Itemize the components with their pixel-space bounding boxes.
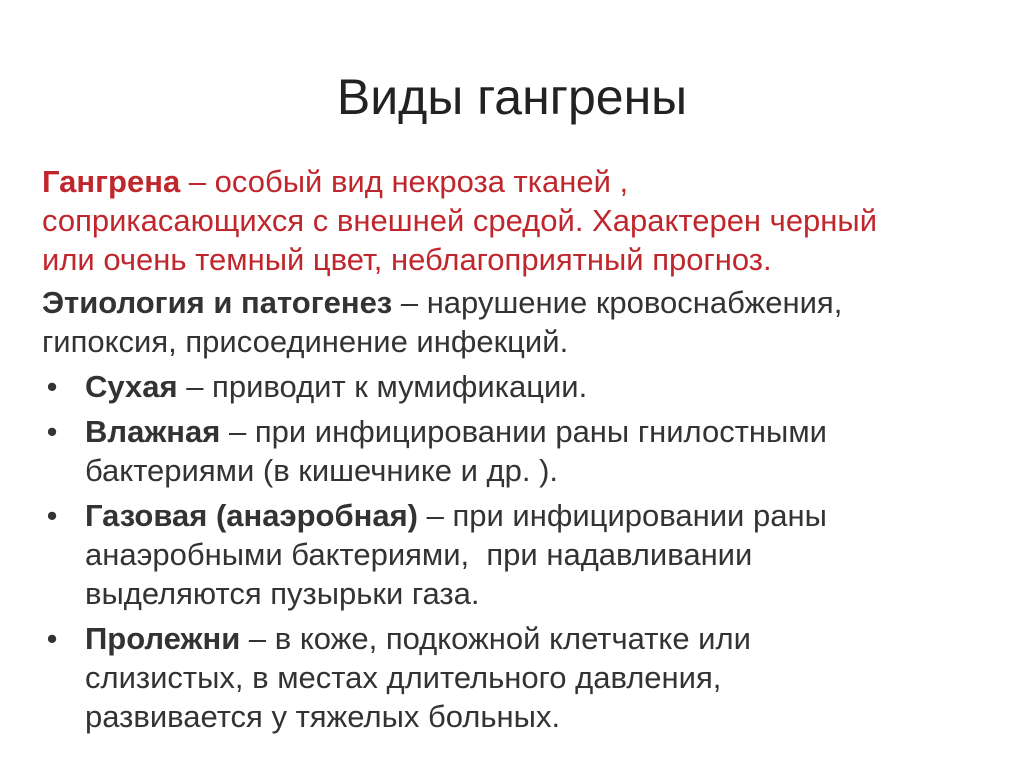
bullet-dash: – bbox=[220, 414, 255, 449]
slide-title: Виды гангрены bbox=[336, 69, 688, 125]
bullet-line: бактериями (в кишечнике и др. ). bbox=[85, 453, 559, 488]
bullet-term: Сухая bbox=[85, 369, 178, 404]
bullet-line: выделяются пузырьки газа. bbox=[85, 576, 480, 611]
bullet-icon: • bbox=[46, 621, 58, 656]
bullet-icon: • bbox=[46, 498, 58, 533]
definition-line-2: соприкасающихся с внешней средой. Характерен черный bbox=[42, 203, 878, 238]
bullet-icon: • bbox=[46, 414, 58, 449]
bullet-line: анаэробными бактериями, при надавливании bbox=[85, 537, 753, 572]
bullet-line: приводит к мумификации. bbox=[212, 369, 588, 404]
etiology-term: Этиология и патогенез bbox=[42, 285, 393, 320]
etiology-line-2: гипоксия, присоединение инфекций. bbox=[42, 324, 569, 359]
gangrene-types-list bbox=[42, 367, 1002, 736]
bullet-line: слизистых, в местах длительного давления, bbox=[85, 660, 722, 695]
definition-dash: – bbox=[180, 164, 215, 199]
definition-line-3: или очень темный цвет, неблагоприятный прогноз. bbox=[42, 242, 772, 277]
list-item-bedsores bbox=[42, 619, 1002, 736]
list-item-dry bbox=[42, 367, 1002, 406]
bullet-line: развивается у тяжелых больных. bbox=[85, 699, 561, 734]
etiology-paragraph bbox=[42, 283, 1002, 361]
bullet-line: при инфицировании раны гнилостными bbox=[254, 414, 827, 449]
list-item-gas bbox=[42, 496, 1002, 613]
bullet-term: Газовая (анаэробная) bbox=[85, 498, 418, 533]
bullet-dash: – bbox=[240, 621, 275, 656]
bullet-dash: – bbox=[418, 498, 453, 533]
bullet-icon: • bbox=[46, 369, 58, 404]
bullet-term: Пролежни bbox=[85, 621, 241, 656]
definition-term: Гангрена bbox=[42, 164, 181, 199]
definition-line-1: особый вид некроза тканей , bbox=[214, 164, 629, 199]
etiology-dash: – bbox=[392, 285, 427, 320]
definition-paragraph bbox=[42, 162, 1002, 279]
bullet-dash: – bbox=[177, 369, 213, 404]
bullet-line: при инфицировании раны bbox=[452, 498, 827, 533]
slide-body bbox=[42, 162, 1002, 742]
bullet-line: в коже, подкожной клетчатке или bbox=[274, 621, 751, 656]
etiology-line-1: нарушение кровоснабжения, bbox=[426, 285, 843, 320]
list-item-wet bbox=[42, 412, 1002, 490]
bullet-term: Влажная bbox=[85, 414, 221, 449]
